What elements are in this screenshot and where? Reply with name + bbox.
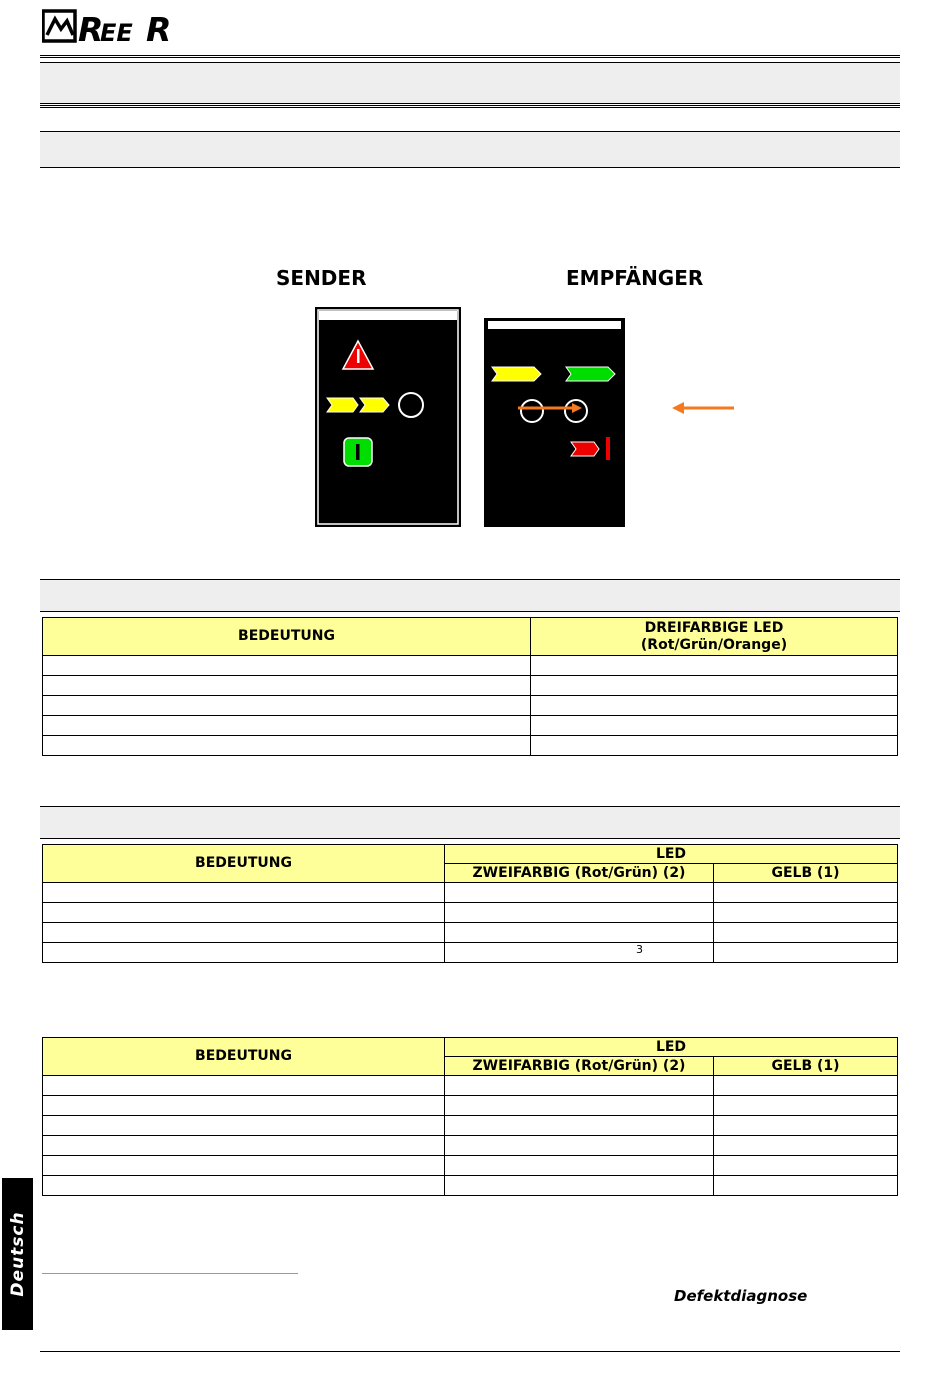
language-tab-label: Deutsch <box>7 1211 28 1297</box>
receiver-led-table-1 <box>42 844 898 963</box>
table1-header-line2: (Rot/Grün/Orange) <box>640 636 788 653</box>
table2-header-led: LED <box>445 845 898 864</box>
table3-header-led: LED <box>445 1038 898 1057</box>
receiver-green-led <box>566 367 615 381</box>
table-row <box>43 1156 898 1176</box>
table-row <box>43 1136 898 1156</box>
sender-led-table <box>42 617 898 756</box>
table-row <box>43 1116 898 1136</box>
sender-title: SENDER <box>276 266 367 290</box>
sender-panel <box>315 307 461 527</box>
svg-text:R: R <box>78 10 104 44</box>
receiver-panel <box>484 318 625 527</box>
table-row <box>43 1076 898 1096</box>
receiver-yellow-led <box>492 367 541 381</box>
table3-header-meaning: BEDEUTUNG <box>43 1038 445 1076</box>
table2-header-meaning: BEDEUTUNG <box>43 845 445 883</box>
footer-section-title: Defektdiagnose <box>674 1287 808 1305</box>
svg-text:R: R <box>146 10 172 44</box>
table2-header-bicolor: ZWEIFARBIG (Rot/Grün) (2) <box>445 864 714 883</box>
table-row <box>43 736 898 756</box>
table-row <box>43 696 898 716</box>
receiver-led-section-band <box>40 806 900 839</box>
footer-rule <box>40 1351 900 1352</box>
svg-text:EE: EE <box>100 19 133 44</box>
orange-pointer-arrow-icon <box>672 400 736 416</box>
table1-header-led <box>531 618 898 656</box>
receiver-title: EMPFÄNGER <box>566 266 704 290</box>
footnote-rule <box>42 1273 298 1274</box>
header-rule-bottom <box>40 105 900 108</box>
table-row <box>43 676 898 696</box>
table-row <box>43 716 898 736</box>
section-title-band <box>40 131 900 168</box>
language-tab <box>2 1178 33 1330</box>
header-rule-top <box>40 55 900 58</box>
receiver-led-table-2 <box>42 1037 898 1196</box>
table-row <box>43 1096 898 1116</box>
table-row <box>43 943 898 963</box>
table-row <box>43 903 898 923</box>
reer-logo <box>42 8 172 44</box>
table-row <box>43 923 898 943</box>
table-row <box>43 656 898 676</box>
chapter-title-band <box>40 62 900 104</box>
table-row <box>43 1176 898 1196</box>
table-row <box>43 883 898 903</box>
table2-header-yellow: GELB (1) <box>714 864 898 883</box>
table1-header-meaning: BEDEUTUNG <box>43 618 531 656</box>
sender-green-led <box>344 438 372 466</box>
footnote-mark: 3 <box>445 943 714 963</box>
table3-header-yellow: GELB (1) <box>714 1057 898 1076</box>
sender-led-section-band <box>40 579 900 612</box>
table1-header-line1: DREIFARBIGE LED <box>644 619 784 636</box>
table3-header-bicolor: ZWEIFARBIG (Rot/Grün) (2) <box>445 1057 714 1076</box>
